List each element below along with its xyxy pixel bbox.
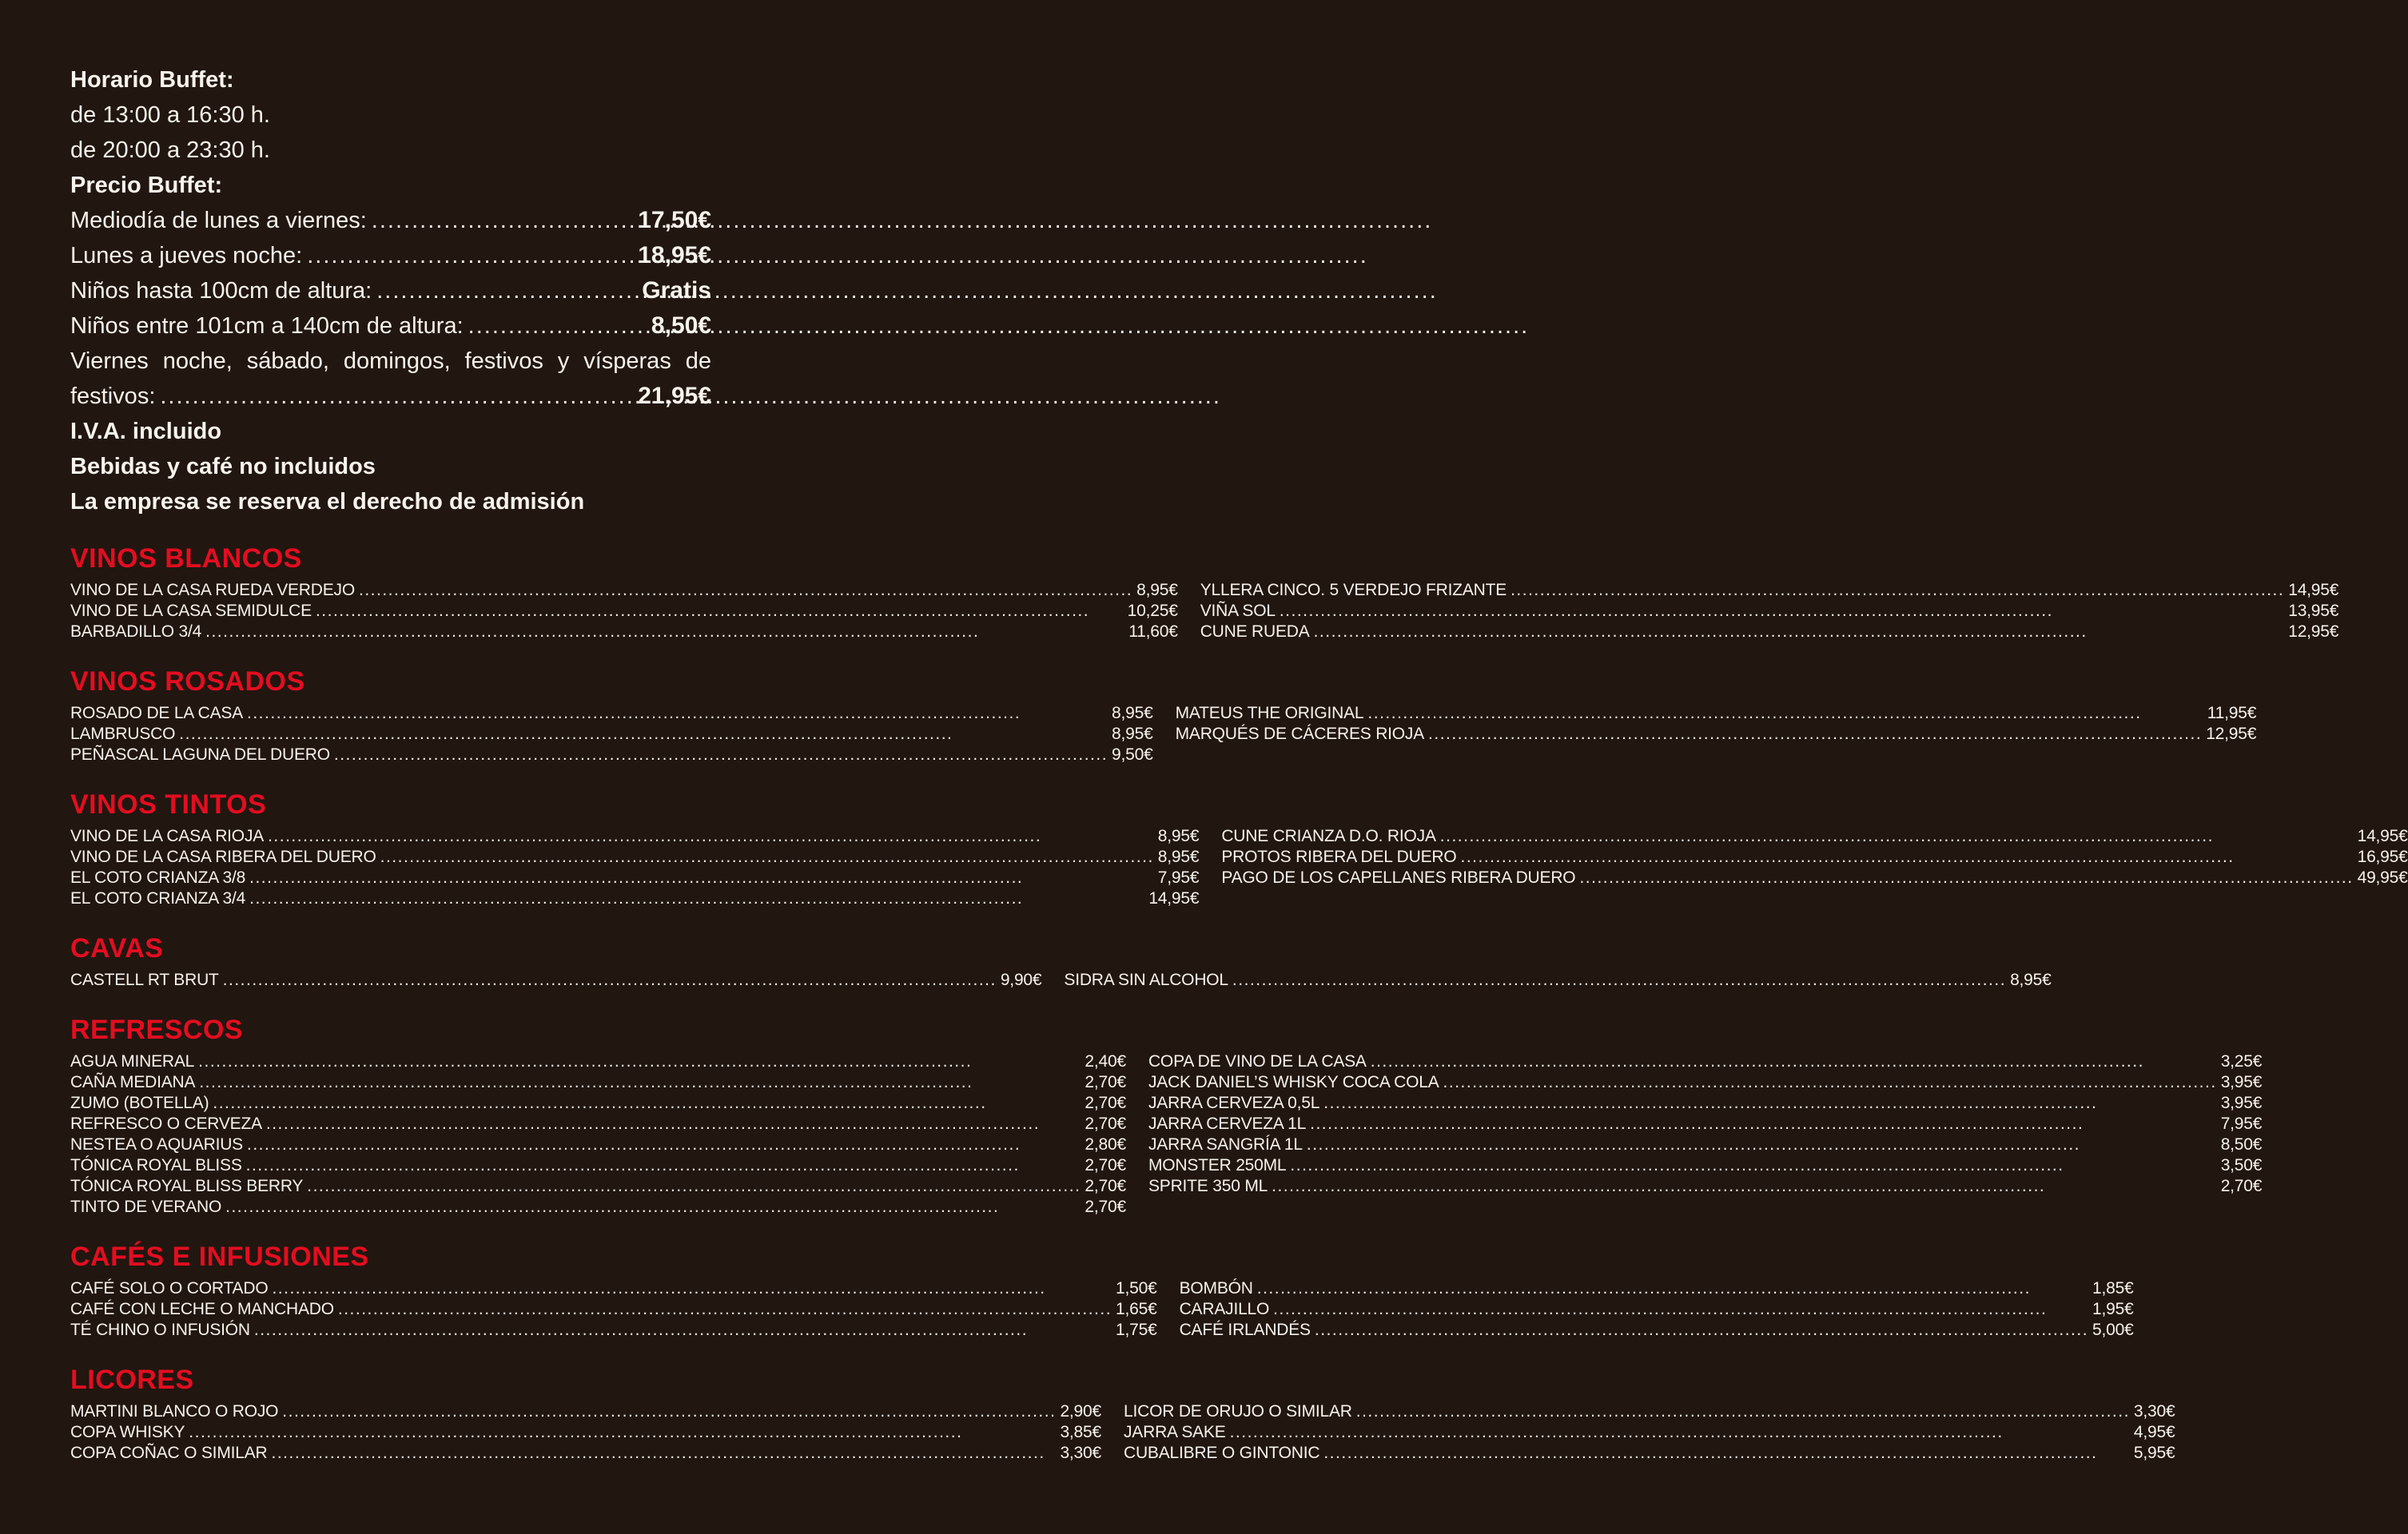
section-column-right	[1124, 1401, 2175, 1464]
dot-leader	[268, 826, 1154, 847]
menu-line-price: 49,95€	[2357, 868, 2408, 887]
menu-line	[1148, 1072, 2262, 1093]
menu-line-price: 5,00€	[2092, 1321, 2134, 1339]
menu-line	[70, 1278, 1157, 1299]
menu-line-label: CASTELL RT BRUT	[70, 971, 219, 989]
dot-leader	[1230, 1422, 2130, 1443]
menu-line	[1148, 1114, 2262, 1135]
dot-leader	[272, 1278, 1112, 1299]
menu-line	[1176, 724, 2257, 745]
menu-line-price: 8,95€	[1157, 827, 1200, 845]
menu-line	[70, 1051, 1126, 1072]
menu-line-label: NESTEA O AQUARIUS	[70, 1135, 243, 1154]
buffet-notes	[70, 414, 711, 519]
dot-leader	[1579, 868, 2353, 888]
menu-line-price: 7,95€	[1157, 868, 1200, 887]
menu-line-price: 3,95€	[2220, 1094, 2263, 1112]
menu-line-label: TÓNICA ROYAL BLISS	[70, 1156, 242, 1174]
menu-line-price: 14,95€	[2288, 581, 2339, 599]
menu-section-licores	[70, 1363, 2175, 1464]
buffet-price-title: Precio Buffet:	[70, 173, 223, 198]
menu-line-label: REFRESCO O CERVEZA	[70, 1115, 262, 1133]
menu-line-label: BARBADILLO 3/4	[70, 622, 202, 641]
dot-leader	[307, 238, 633, 273]
section-title-vinos-tintos: VINOS TINTOS	[70, 789, 267, 820]
dot-leader	[254, 1320, 1112, 1341]
dot-leader	[160, 379, 633, 414]
menu-line-label: ZUMO (BOTELLA)	[70, 1094, 209, 1112]
menu-line	[1200, 601, 2339, 622]
menu-line-label: JARRA CERVEZA 1L	[1148, 1115, 1307, 1133]
menu-line-label: VINO DE LA CASA SEMIDULCE	[70, 602, 312, 620]
menu-line-label: JARRA CERVEZA 0,5L	[1148, 1094, 1320, 1112]
menu-line-label: CAFÉ IRLANDÉS	[1179, 1321, 1311, 1339]
menu-line-price: 8,95€	[2010, 971, 2052, 989]
menu-line	[70, 724, 1153, 745]
dot-leader	[1460, 847, 2353, 868]
menu-line-price: 8,95€	[1112, 704, 1153, 722]
menu-line	[70, 308, 711, 344]
buffet-schedule-line: de 20:00 a 23:30 h.	[70, 137, 270, 163]
menu-section-vinos-rosados	[70, 665, 2257, 765]
section-columns	[70, 1051, 2263, 1218]
menu-line-price: 3,50€	[2220, 1156, 2263, 1174]
menu-line-label: SPRITE 350 ML	[1148, 1177, 1268, 1195]
dot-leader	[468, 308, 647, 344]
menu-line-price: 7,95€	[2220, 1115, 2263, 1133]
dot-leader	[1310, 1114, 2217, 1135]
menu-line	[70, 970, 1041, 991]
section-column-left	[70, 1278, 1157, 1341]
menu-line-price: 1,85€	[2092, 1279, 2134, 1298]
menu-line	[1124, 1443, 2175, 1464]
menu-line	[70, 601, 1178, 622]
menu-line-price: 8,95€	[1112, 725, 1153, 743]
menu-line-label: VINO DE LA CASA RIOJA	[70, 827, 265, 845]
section-column-right	[1200, 580, 2339, 642]
menu-line-label: CAFÉ SOLO O CORTADO	[70, 1279, 269, 1298]
menu-line-price: 8,50€	[2220, 1135, 2263, 1154]
section-column-left	[70, 580, 1178, 642]
buffet-price-preline: Viernes noche, sábado, domingos, festivos y vísperas de	[70, 348, 711, 374]
menu-line	[70, 203, 711, 238]
menu-line	[70, 1443, 1101, 1464]
menu-line-label: ROSADO DE LA CASA	[70, 704, 244, 722]
menu-line	[1176, 703, 2257, 724]
menu-line-price: 12,95€	[2288, 622, 2339, 641]
menu-line-price: 2,40€	[1085, 1052, 1126, 1071]
menu-line-price: 2,70€	[2220, 1177, 2263, 1195]
dot-leader	[1367, 703, 2203, 724]
menu-line-label: CAÑA MEDIANA	[70, 1073, 196, 1091]
menu-line-label: CUBALIBRE O GINTONIC	[1124, 1444, 1320, 1462]
menu-line-label: LICOR DE ORUJO O SIMILAR	[1124, 1402, 1352, 1421]
dot-leader	[249, 868, 1154, 888]
menu-line	[70, 580, 1178, 601]
menu-line-price: 9,50€	[1112, 745, 1153, 764]
menu-line-price: 8,50€	[651, 312, 711, 339]
menu-line	[1180, 1320, 2134, 1341]
section-column-left	[70, 703, 1153, 765]
section-column-left	[70, 826, 1199, 909]
menu-line-label: Lunes a jueves noche:	[70, 243, 303, 268]
menu-line-price: 3,25€	[2220, 1052, 2263, 1071]
section-title-vinos-rosados: VINOS ROSADOS	[70, 666, 305, 697]
menu-line	[1148, 1135, 2262, 1155]
menu-line-price: 17,50€	[638, 207, 711, 233]
menu-line-price: 11,60€	[1128, 622, 1178, 641]
menu-line-label: MARTINI BLANCO O ROJO	[70, 1402, 279, 1421]
menu-line-label: JACK DANIEL’S WHISKY COCA COLA	[1148, 1073, 1439, 1091]
section-column-left	[70, 1401, 1101, 1464]
menu-line-label: LAMBRUSCO	[70, 725, 176, 743]
menu-line-label: COPA DE VINO DE LA CASA	[1148, 1052, 1367, 1071]
menu-line	[1200, 622, 2339, 642]
menu-line-price: 1,95€	[2092, 1300, 2134, 1318]
menu-line-label: COPA COÑAC O SIMILAR	[70, 1444, 268, 1462]
dot-leader	[247, 703, 1108, 724]
menu-line-label: JARRA SAKE	[1124, 1423, 1226, 1441]
dot-leader	[316, 601, 1124, 622]
menu-line	[70, 1422, 1101, 1443]
menu-line-price: 8,95€	[1136, 581, 1178, 599]
menu-line-price: 14,95€	[1148, 889, 1200, 908]
menu-line-label: YLLERA CINCO. 5 VERDEJO FRIZANTE	[1200, 581, 1507, 599]
menu-line	[70, 888, 1199, 909]
menu-line	[70, 1093, 1126, 1114]
menu-line-label: CUNE RUEDA	[1200, 622, 1310, 641]
menu-line-label: JARRA SANGRÍA 1L	[1148, 1135, 1303, 1154]
menu-line-label: CAFÉ CON LECHE O MANCHADO	[70, 1300, 334, 1318]
menu-line	[1221, 868, 2407, 888]
menu-line-price: 3,30€	[1060, 1444, 1101, 1462]
menu-line	[1064, 970, 2051, 991]
dot-leader	[247, 1135, 1081, 1155]
dot-leader	[199, 1072, 1081, 1093]
dot-leader	[1290, 1155, 2216, 1176]
menu-line	[1180, 1278, 2134, 1299]
dot-leader	[380, 847, 1154, 868]
menu-line-price: 1,75€	[1116, 1321, 1157, 1339]
dot-leader	[1371, 1051, 2217, 1072]
dot-leader	[1272, 1176, 2217, 1197]
menu-line	[1124, 1422, 2175, 1443]
dot-leader	[1443, 1072, 2217, 1093]
dot-leader	[1280, 601, 2284, 622]
menu-line-price: 8,95€	[1157, 848, 1200, 866]
menu-sections	[70, 542, 2408, 1464]
section-column-right	[1180, 1278, 2134, 1341]
buffet-note: I.V.A. incluido	[70, 419, 222, 444]
section-title-licores: LICORES	[70, 1365, 194, 1395]
menu-line-price: 21,95€	[638, 383, 711, 409]
menu-line	[70, 1135, 1126, 1155]
dot-leader	[249, 888, 1144, 909]
buffet-price-lines	[70, 203, 711, 414]
menu-line-label: TÉ CHINO O INFUSIÓN	[70, 1321, 250, 1339]
buffet-note: La empresa se reserva el derecho de admisión	[70, 489, 585, 515]
section-column-right	[1221, 826, 2407, 909]
menu-line-label: Niños entre 101cm a 140cm de altura:	[70, 313, 464, 339]
menu-line	[70, 1072, 1126, 1093]
dot-leader	[266, 1114, 1081, 1135]
menu-line	[1148, 1093, 2262, 1114]
menu-line	[1221, 826, 2407, 847]
menu-line-price: 12,95€	[2206, 725, 2257, 743]
menu-line-label: Mediodía de lunes a viernes:	[70, 208, 367, 233]
menu-line-price: 9,90€	[1000, 971, 1042, 989]
dot-leader	[1440, 826, 2354, 847]
menu-line	[70, 379, 711, 414]
menu-line-label: VIÑA SOL	[1200, 602, 1276, 620]
menu-line-price: 2,90€	[1060, 1402, 1101, 1421]
dot-leader	[1428, 724, 2202, 745]
dot-leader	[1323, 1093, 2216, 1114]
menu-line-price: 2,80€	[1085, 1135, 1126, 1154]
menu-section-vinos-blancos	[70, 542, 2339, 642]
menu-line-label: CARAJILLO	[1179, 1300, 1270, 1318]
dot-leader	[246, 1155, 1081, 1176]
dot-leader	[334, 745, 1108, 765]
menu-line	[70, 847, 1199, 868]
dot-leader	[1232, 970, 2006, 991]
dot-leader	[1273, 1299, 2088, 1320]
buffet-schedule-lines	[70, 97, 711, 168]
menu-line-price: 18,95€	[638, 242, 711, 268]
menu-line-label: SIDRA SIN ALCOHOL	[1064, 971, 1228, 989]
menu-section-vinos-tintos	[70, 788, 2408, 909]
section-column-right	[1148, 1051, 2262, 1218]
menu-line	[70, 1320, 1157, 1341]
menu-line-price: 1,65€	[1116, 1300, 1157, 1318]
menu-line-label: CUNE CRIANZA D.O. RIOJA	[1221, 827, 1436, 845]
menu-section-cavas	[70, 932, 2052, 991]
dot-leader	[179, 724, 1108, 745]
menu-line-price: 5,95€	[2133, 1444, 2175, 1462]
buffet-info-block	[70, 62, 771, 519]
menu-line	[70, 1401, 1101, 1422]
menu-line-price: 11,95€	[2207, 704, 2257, 722]
buffet-schedule-line: de 13:00 a 16:30 h.	[70, 102, 270, 128]
menu-line	[70, 1176, 1126, 1197]
menu-line	[1200, 580, 2339, 601]
menu-line	[70, 703, 1153, 724]
dot-leader	[198, 1051, 1081, 1072]
section-columns	[70, 1278, 2134, 1341]
menu-line-price: 4,95€	[2133, 1423, 2175, 1441]
dot-leader	[372, 203, 633, 238]
menu-line-label: AGUA MINERAL	[70, 1052, 195, 1071]
dot-leader	[1314, 622, 2285, 642]
menu-section-refrescos	[70, 1013, 2263, 1218]
dot-leader	[213, 1093, 1081, 1114]
dot-leader	[223, 970, 997, 991]
menu-line-price: Gratis	[642, 277, 711, 304]
section-title-refrescos: REFRESCOS	[70, 1015, 244, 1045]
menu-line	[70, 622, 1178, 642]
menu-line-label: PAGO DE LOS CAPELLANES RIBERA DUERO	[1221, 868, 1576, 887]
dot-leader	[205, 622, 1124, 642]
menu-line	[1148, 1051, 2262, 1072]
menu-line	[70, 1299, 1157, 1320]
menu-line	[70, 1197, 1126, 1218]
menu-line-label: VINO DE LA CASA RIBERA DEL DUERO	[70, 848, 376, 866]
section-columns	[70, 826, 2408, 909]
section-columns	[70, 1401, 2175, 1464]
section-column-left	[70, 970, 1041, 991]
menu-line-price: 14,95€	[2357, 827, 2408, 845]
section-title-vinos-blancos: VINOS BLANCOS	[70, 543, 302, 574]
menu-line-price: 2,70€	[1085, 1115, 1126, 1133]
menu-line	[70, 826, 1199, 847]
menu-line	[70, 1155, 1126, 1176]
menu-line-label: PROTOS RIBERA DEL DUERO	[1221, 848, 1457, 866]
menu-line-price: 2,70€	[1085, 1177, 1126, 1195]
menu-line-label: BOMBÓN	[1179, 1279, 1253, 1298]
menu-line-price: 2,70€	[1085, 1094, 1126, 1112]
section-columns	[70, 580, 2339, 642]
menu-line-price: 3,30€	[2133, 1402, 2175, 1421]
menu-line-price: 3,85€	[1060, 1423, 1101, 1441]
dot-leader	[1323, 1443, 2130, 1464]
dot-leader	[189, 1422, 1056, 1443]
dot-leader	[1510, 580, 2284, 601]
menu-line-price: 2,70€	[1085, 1198, 1126, 1216]
menu-line	[1148, 1155, 2262, 1176]
menu-line-price: 3,95€	[2220, 1073, 2263, 1091]
menu-section-cafes-e-infusiones	[70, 1240, 2134, 1341]
menu-line	[70, 1114, 1126, 1135]
menu-line	[70, 868, 1199, 888]
menu-line-label: VINO DE LA CASA RUEDA VERDEJO	[70, 581, 355, 599]
menu-line-label: MARQUÉS DE CÁCERES RIOJA	[1175, 725, 1425, 743]
section-columns	[70, 970, 2052, 991]
menu-line-label: TINTO DE VERANO	[70, 1198, 222, 1216]
menu-line-label: MONSTER 250ML	[1148, 1156, 1287, 1174]
dot-leader	[1257, 1278, 2088, 1299]
menu-line	[70, 745, 1153, 765]
dot-leader	[1307, 1135, 2217, 1155]
dot-leader	[272, 1443, 1057, 1464]
dot-leader	[307, 1176, 1081, 1197]
section-column-right	[1064, 970, 2051, 991]
dot-leader	[338, 1299, 1112, 1320]
menu-line-label: EL COTO CRIANZA 3/4	[70, 889, 246, 908]
menu-line-price: 16,95€	[2357, 848, 2408, 866]
section-title-cafes-e-infusiones: CAFÉS E INFUSIONES	[70, 1242, 369, 1272]
menu-line-label: TÓNICA ROYAL BLISS BERRY	[70, 1177, 304, 1195]
dot-leader	[225, 1197, 1081, 1218]
menu-line	[1124, 1401, 2175, 1422]
menu-line-price: 1,50€	[1116, 1279, 1157, 1298]
buffet-schedule-title: Horario Buffet:	[70, 67, 234, 93]
section-column-left	[70, 1051, 1126, 1218]
menu-line-label: COPA WHISKY	[70, 1423, 185, 1441]
menu-line	[1221, 847, 2407, 868]
section-columns	[70, 703, 2257, 765]
menu-line	[70, 238, 711, 273]
menu-line	[70, 273, 711, 308]
menu-line-price: 2,70€	[1085, 1073, 1126, 1091]
menu-line	[1148, 1176, 2262, 1197]
dot-leader	[1315, 1320, 2088, 1341]
dot-leader	[376, 273, 637, 308]
buffet-note: Bebidas y café no incluidos	[70, 454, 376, 479]
menu-line-price: 13,95€	[2288, 602, 2339, 620]
menu-line	[1180, 1299, 2134, 1320]
menu-line-label: EL COTO CRIANZA 3/8	[70, 868, 246, 887]
dot-leader	[359, 580, 1132, 601]
menu-line-price: 10,25€	[1127, 602, 1178, 620]
menu-line-label: PEÑASCAL LAGUNA DEL DUERO	[70, 745, 330, 764]
dot-leader	[1356, 1401, 2130, 1422]
section-column-right	[1176, 703, 2257, 765]
menu-line-label: Niños hasta 100cm de altura:	[70, 278, 372, 304]
dot-leader	[282, 1401, 1056, 1422]
menu-line-price: 2,70€	[1085, 1156, 1126, 1174]
menu-line-label: MATEUS THE ORIGINAL	[1175, 704, 1364, 722]
menu-line-label: festivos:	[70, 384, 156, 409]
section-title-cavas: CAVAS	[70, 933, 164, 964]
